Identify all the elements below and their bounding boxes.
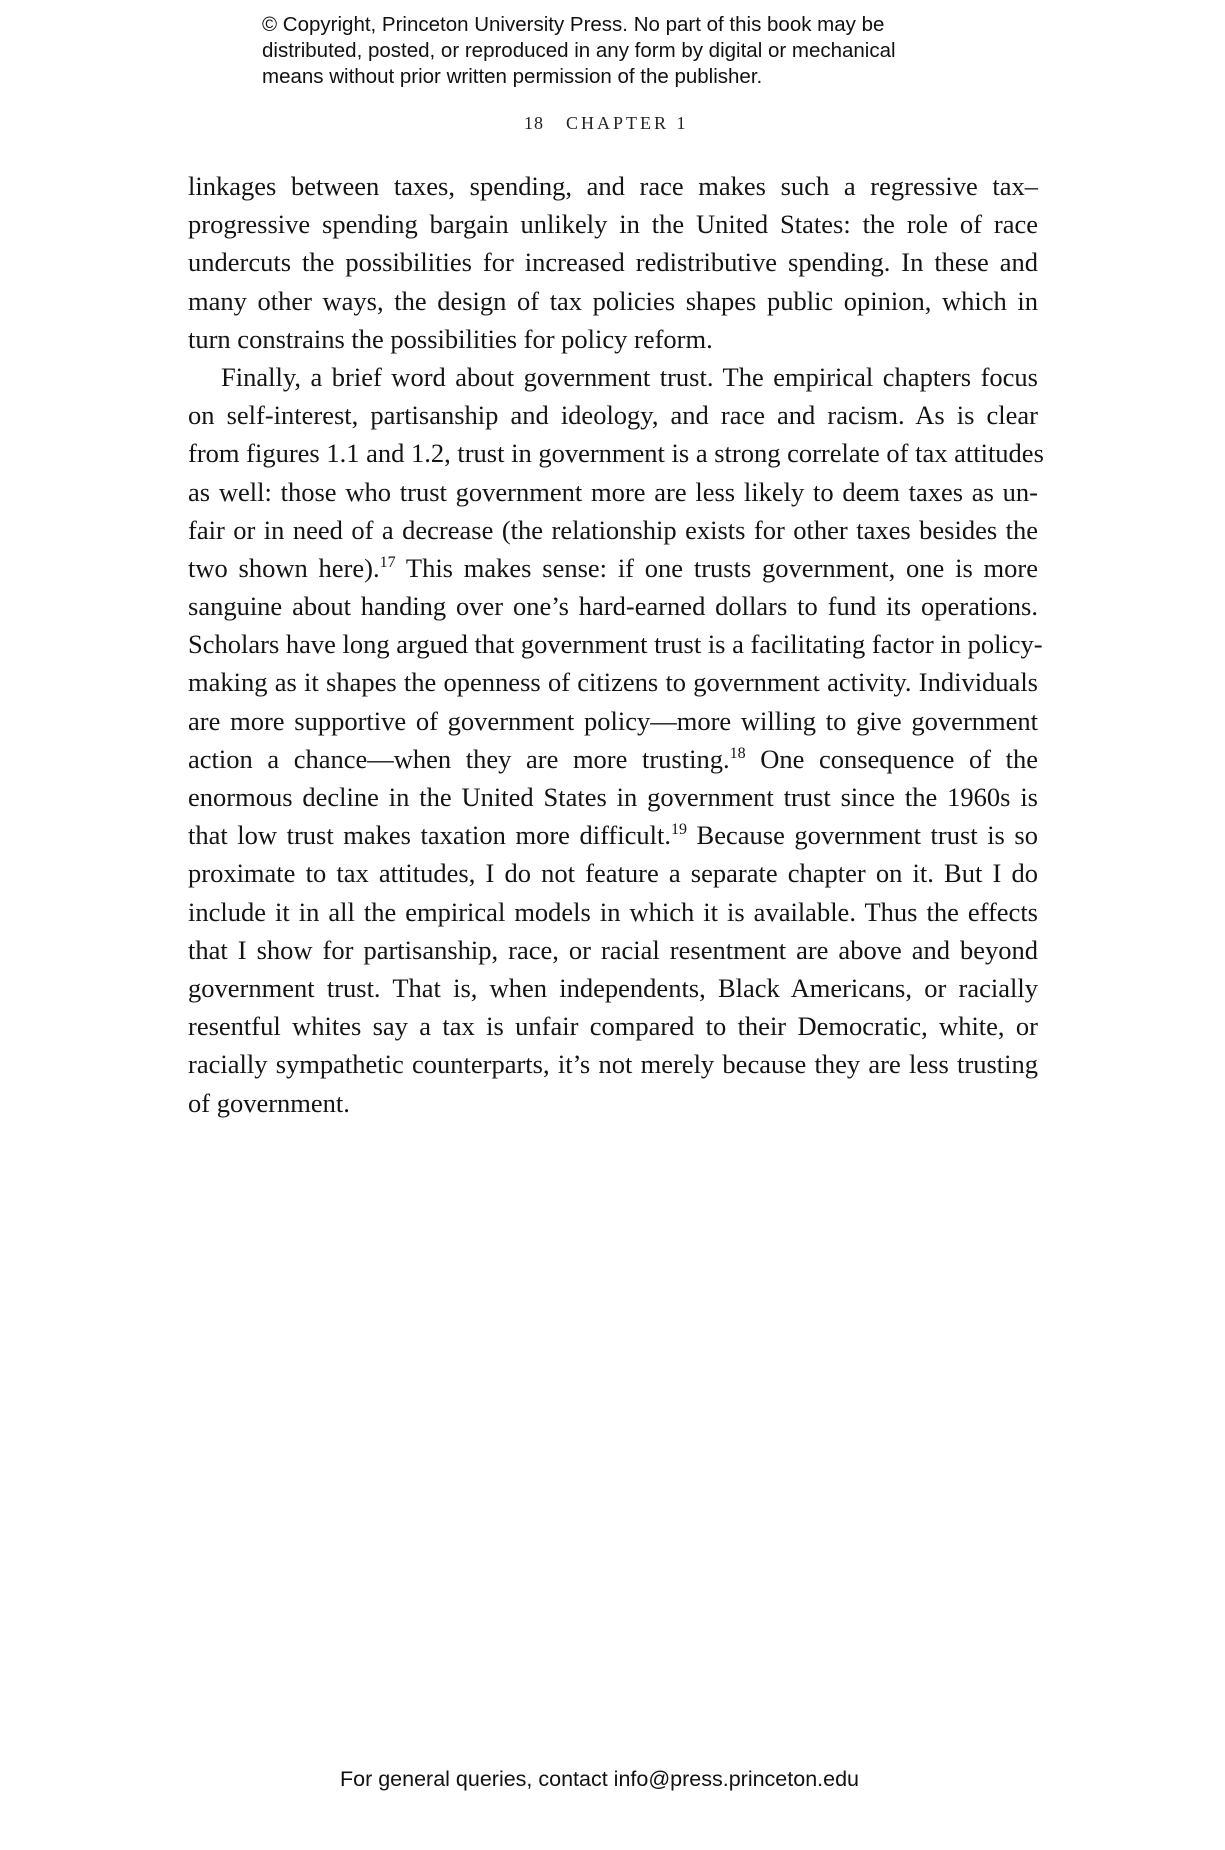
text-line: fair or in need of a decrease (the relationship exists for other taxes besides the bbox=[188, 514, 1038, 545]
body-text bbox=[188, 167, 1044, 1122]
text-line: from figures 1.1 and 1.2, trust in government is a strong correlate of tax attitudes bbox=[188, 438, 1044, 469]
text-line: progressive spending bargain unlikely in the United States: the role of race bbox=[188, 209, 1038, 240]
text-line: Finally, a brief word about government trust. The empirical chapters focus bbox=[221, 361, 1038, 392]
page-number: 18 bbox=[524, 113, 544, 133]
text-segment: One consequence of the bbox=[745, 743, 1038, 774]
text-segment: This makes sense: if one trusts government, one is more bbox=[395, 552, 1038, 583]
copyright-line: © Copyright, Princeton University Press. No part of this book may be bbox=[262, 13, 885, 36]
text-line: linkages between taxes, spending, and race makes such a regressive tax– bbox=[188, 171, 1038, 201]
text-line: government trust. That is, when independents, Black Americans, or racially bbox=[188, 972, 1038, 1003]
text-line: many other ways, the design of tax policies shapes public opinion, which in bbox=[188, 285, 1038, 316]
text-line: sanguine about handing over one’s hard-earned dollars to fund its operations. bbox=[188, 591, 1038, 622]
text-line: racially sympathetic counterparts, it’s not merely because they are less trusting bbox=[188, 1049, 1038, 1080]
text-line: turn constrains the possibilities for policy reform. bbox=[188, 323, 713, 354]
text-line: resentful whites say a tax is unfair compared to their Democratic, white, or bbox=[188, 1011, 1038, 1042]
text-line: that I show for partisanship, race, or racial resentment are above and beyond bbox=[188, 934, 1038, 965]
paragraph bbox=[188, 358, 1044, 1122]
text-segment: that low trust makes taxation more difficult. bbox=[188, 820, 671, 851]
text-segment: Because government trust is so bbox=[686, 820, 1038, 851]
copyright-line: distributed, posted, or reproduced in any form by digital or mechanical bbox=[262, 39, 896, 62]
footnote-ref-18[interactable]: 18 bbox=[729, 744, 746, 762]
text-line: enormous decline in the United States in government trust since the 1960s is bbox=[188, 782, 1038, 812]
chapter-label: CHAPTER 1 bbox=[566, 113, 689, 133]
text-line: undercuts the possibilities for increased redistributive spending. In these and bbox=[188, 247, 1038, 278]
text-segment: action a chance—when they are more trusting. bbox=[188, 743, 730, 774]
copyright-notice bbox=[262, 12, 982, 90]
footnote-ref-17[interactable]: 17 bbox=[379, 553, 396, 571]
text-line: Scholars have long argued that government trust is a facilitating factor in policy- bbox=[188, 629, 1043, 660]
text-segment: two shown here). bbox=[188, 552, 380, 583]
text-line: on self-interest, partisanship and ideology, and race and racism. As is clear bbox=[188, 400, 1038, 431]
text-line: as well: those who trust government more are less likely to deem taxes as un- bbox=[188, 476, 1038, 507]
text-line: proximate to tax attitudes, I do not feature a separate chapter on it. But I do bbox=[188, 858, 1038, 889]
paragraph bbox=[188, 167, 1038, 358]
text-line: of government. bbox=[188, 1087, 350, 1118]
text-line bbox=[188, 549, 1038, 587]
running-head bbox=[524, 111, 689, 135]
text-line: are more supportive of government policy—more willing to give government bbox=[188, 705, 1038, 736]
footnote-ref-19[interactable]: 19 bbox=[670, 821, 687, 839]
footer-contact: For general queries, contact info@press.princeton.edu bbox=[340, 1767, 860, 1791]
text-line: include it in all the empirical models in which it is available. Thus the effects bbox=[188, 896, 1038, 927]
text-line bbox=[188, 740, 1038, 778]
text-line: making as it shapes the openness of citizens to government activity. Individuals bbox=[188, 667, 1038, 698]
text-line bbox=[188, 816, 1038, 854]
copyright-line: means without prior written permission of the publisher. bbox=[262, 65, 763, 88]
